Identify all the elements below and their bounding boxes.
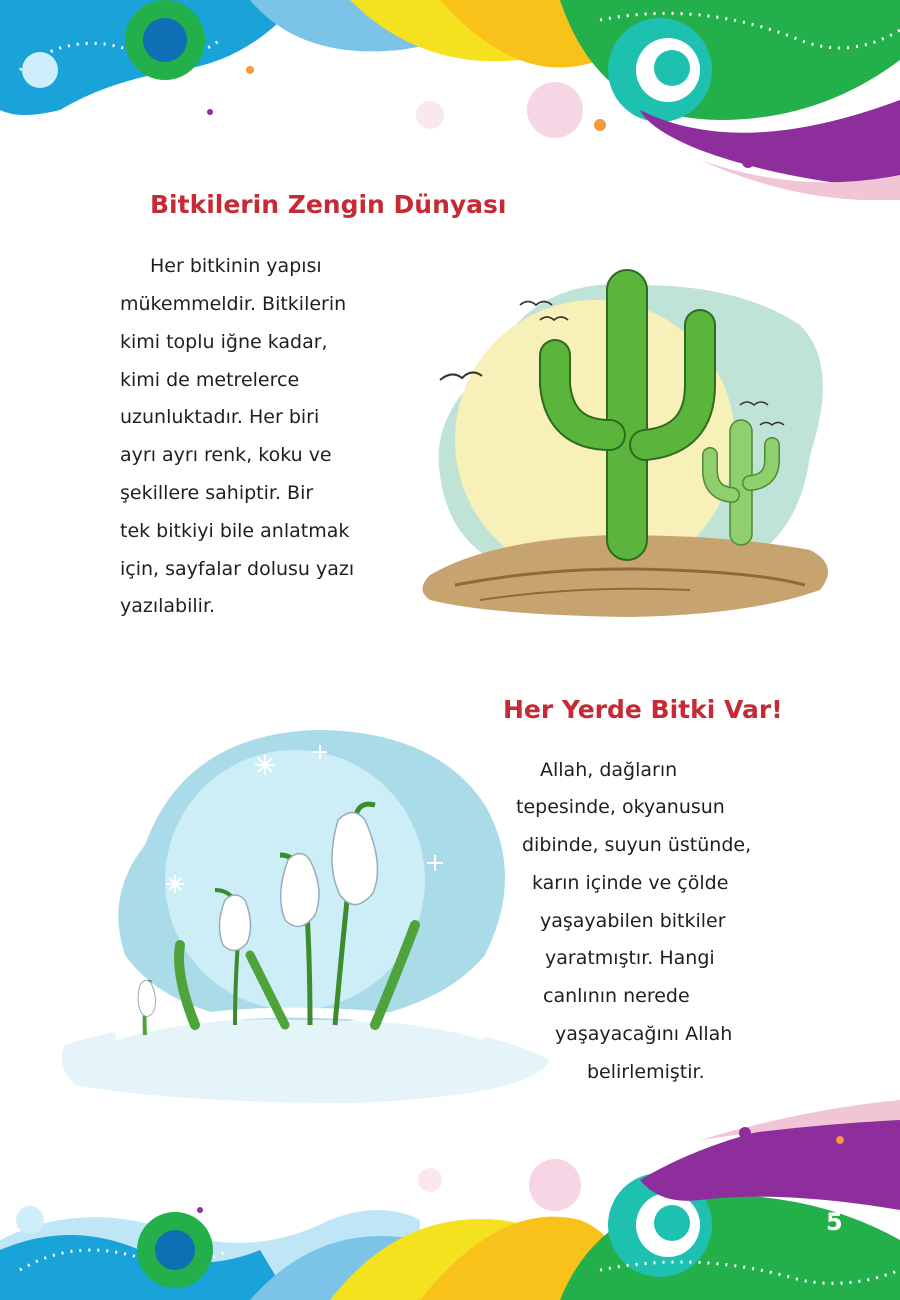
cactus-illustration	[410, 255, 850, 625]
section-title-rich-world-of-plants: Bitkilerin Zengin Dünyası	[150, 190, 507, 219]
paragraph-line: mükemmeldir. Bitkilerin	[120, 293, 347, 315]
bottom-swirl-decoration	[0, 1100, 900, 1300]
section-title-plants-everywhere: Her Yerde Bitki Var!	[503, 695, 783, 724]
paragraph-line: yaratmıştır. Hangi	[545, 947, 715, 969]
paragraph-line: canlının nerede	[543, 985, 690, 1007]
paragraph-line: belirlemiştir.	[587, 1061, 705, 1083]
top-swirl-decoration	[0, 0, 900, 200]
paragraph-line: ayrı ayrı renk, koku ve	[120, 444, 332, 466]
paragraph-line: yazılabilir.	[120, 595, 216, 617]
page-number: 5	[826, 1208, 843, 1236]
paragraph-line: dibinde, suyun üstünde,	[522, 834, 752, 856]
paragraph-line: karın içinde ve çölde	[532, 872, 729, 894]
paragraph-line: uzunluktadır. Her biri	[120, 406, 320, 428]
paragraph-line: Her bitkinin yapısı	[150, 255, 322, 277]
paragraph-line: için, sayfalar dolusu yazı	[120, 558, 355, 580]
paragraph-line: kimi de metrelerce	[120, 369, 300, 391]
paragraph-line: yaşayabilen bitkiler	[540, 910, 726, 932]
paragraph-line: kimi toplu iğne kadar,	[120, 331, 328, 353]
paragraph-line: yaşayacağını Allah	[555, 1023, 733, 1045]
paragraph-line: şekillere sahiptir. Bir	[120, 482, 314, 504]
paragraph-line: tek bitkiyi bile anlatmak	[120, 520, 350, 542]
paragraph-line: Allah, dağların	[540, 759, 678, 781]
snowdrop-illustration	[55, 715, 555, 1110]
paragraph-line: tepesinde, okyanusun	[516, 796, 725, 818]
